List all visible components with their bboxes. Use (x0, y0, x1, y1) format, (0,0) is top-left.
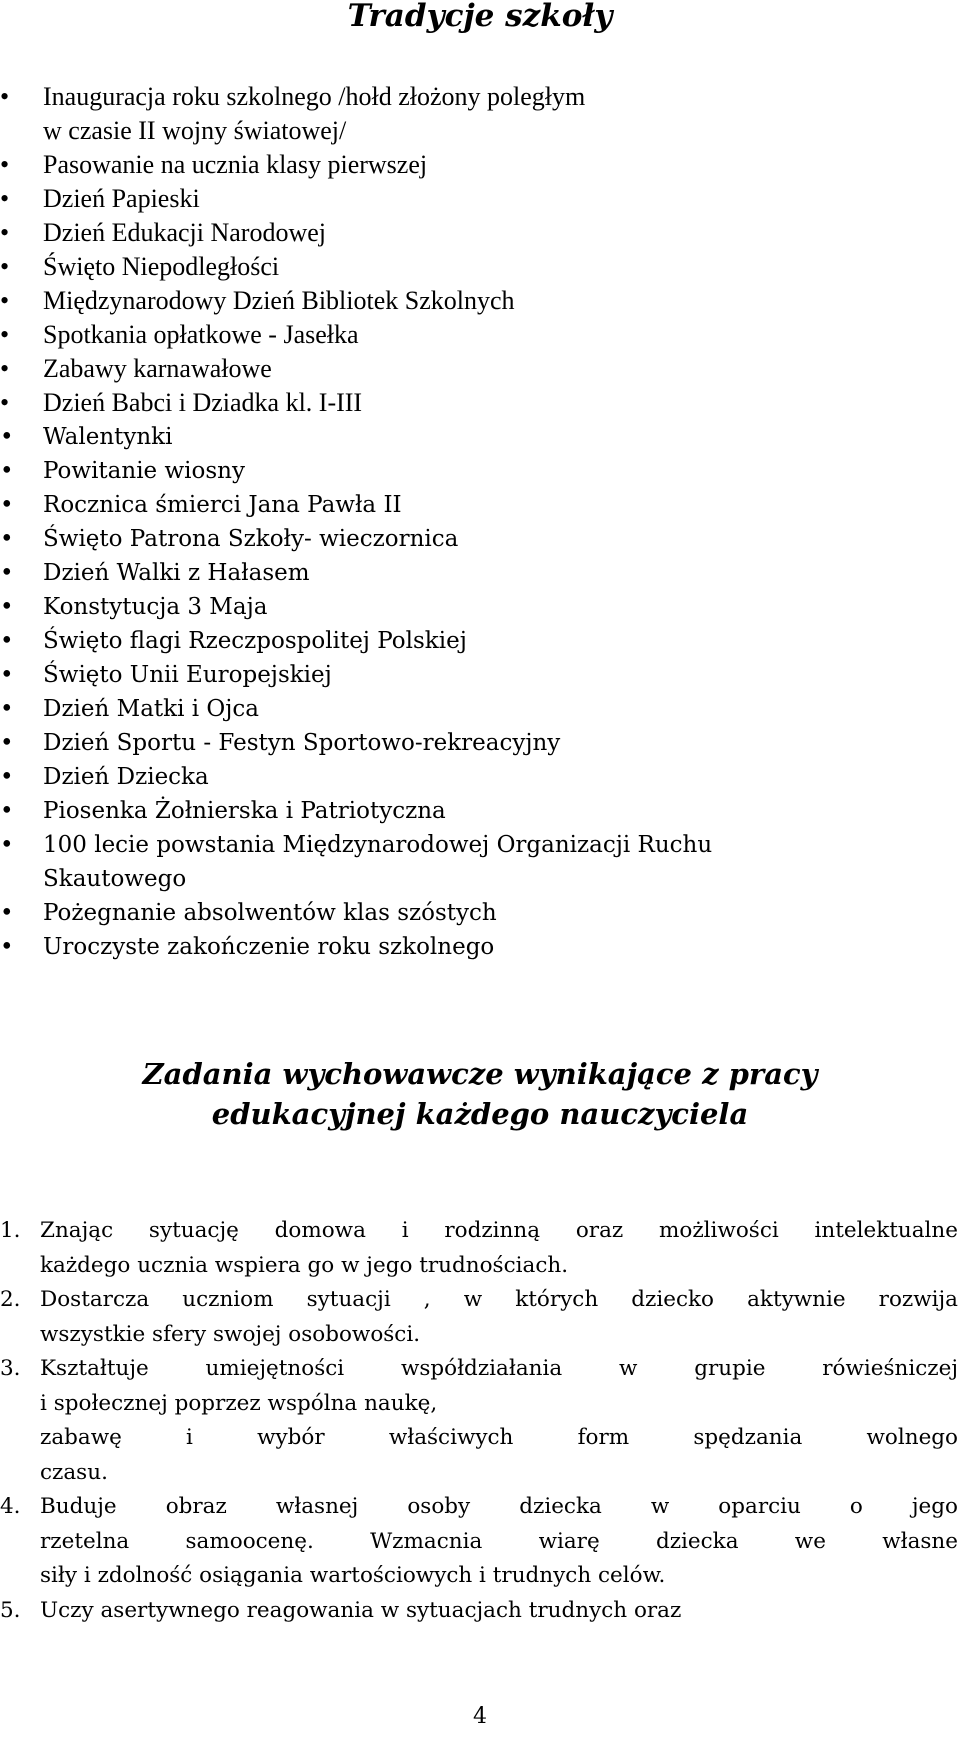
list-item (0, 250, 863, 284)
list-item (0, 80, 863, 148)
list-item-line: Skautowego (43, 866, 187, 892)
section-heading-line: edukacyjnej każdego nauczyciela (211, 1097, 749, 1131)
list-item-line: Dzień Dziecka (43, 764, 209, 790)
list-item (0, 284, 863, 318)
list-item-line: Dzień Babci i Dziadka kl. I-III (43, 388, 363, 417)
list-item-line: Dzień Edukacji Narodowej (43, 218, 327, 247)
list-item (0, 522, 863, 556)
task-line: Znając sytuację domowa i rodzinną oraz możliwości intelektualne (40, 1218, 958, 1243)
task-line: Uczy asertywnego reagowania w sytuacjach trudnych oraz (40, 1597, 682, 1623)
list-item (0, 318, 863, 352)
list-item (0, 148, 863, 182)
list-item-line: Święto Unii Europejskiej (43, 662, 332, 688)
list-item-line: Święto Niepodległości (43, 252, 280, 281)
section-heading-line: Zadania wychowawcze wynikające z pracy (142, 1057, 818, 1091)
list-item (0, 658, 863, 692)
list-item (0, 828, 863, 896)
list-item-line: Konstytucja 3 Maja (43, 594, 268, 620)
list-item (0, 760, 863, 794)
task-item (0, 1283, 958, 1352)
list-item (0, 692, 863, 726)
list-item (0, 420, 863, 454)
task-number: 5. (0, 1597, 21, 1623)
task-line: każdego ucznia wspiera go w jego trudnościach. (40, 1252, 569, 1278)
traditions-list (0, 80, 863, 964)
list-item (0, 794, 863, 828)
task-line: Buduje obraz własnej osoby dziecka w oparciu o jego (40, 1494, 958, 1519)
list-item (0, 386, 863, 420)
task-number: 4. (0, 1494, 21, 1519)
list-item-line: Dzień Sportu - Festyn Sportowo-rekreacyjny (43, 730, 561, 756)
list-item (0, 182, 863, 216)
list-item-line: Zabawy karnawałowe (43, 354, 272, 383)
task-item (0, 1594, 958, 1629)
page-number: 4 (473, 1704, 487, 1729)
list-item-line: Pasowanie na ucznia klasy pierwszej (43, 150, 428, 179)
list-item-line: Inauguracja roku szkolnego /hołd złożony poległym (43, 82, 586, 111)
list-item-line: Święto Patrona Szkoły- wieczornica (43, 526, 459, 552)
list-item-line: w czasie II wojny światowej/ (43, 116, 347, 145)
list-item-line: Walentynki (43, 424, 173, 450)
tasks-list (0, 1214, 958, 1628)
list-item (0, 590, 863, 624)
task-line: wszystkie sfery swojej osobowości. (40, 1321, 421, 1347)
list-item-line: Spotkania opłatkowe - Jasełka (43, 320, 359, 349)
list-item-line: Powitanie wiosny (43, 458, 245, 484)
list-item-line: 100 lecie powstania Międzynarodowej Organizacji Ruchu (43, 832, 713, 858)
task-number: 1. (0, 1218, 21, 1243)
list-item-line: Dzień Matki i Ojca (43, 696, 260, 722)
list-item-line: Uroczyste zakończenie roku szkolnego (43, 934, 495, 960)
task-line: rzetelna samoocenę. Wzmacnia wiarę dziecka we własne (40, 1528, 958, 1554)
list-item-line: Święto flagi Rzeczpospolitej Polskiej (43, 628, 467, 654)
list-item (0, 896, 863, 930)
list-item-line: Rocznica śmierci Jana Pawła II (43, 492, 402, 518)
page-title: Tradycje szkoły (347, 0, 613, 34)
list-item (0, 556, 863, 590)
list-item (0, 930, 863, 964)
list-item-line: Pożegnanie absolwentów klas szóstych (43, 900, 497, 926)
list-item-line: Dzień Papieski (43, 184, 200, 213)
task-item (0, 1352, 958, 1490)
list-item (0, 624, 863, 658)
task-line: czasu. (40, 1459, 108, 1485)
list-item-line: Dzień Walki z Hałasem (43, 560, 310, 586)
task-number: 2. (0, 1287, 21, 1312)
list-item (0, 726, 863, 760)
list-item-line: Międzynarodowy Dzień Bibliotek Szkolnych (43, 286, 515, 315)
list-item (0, 216, 863, 250)
list-item-line: Piosenka Żołnierska i Patriotyczna (43, 798, 446, 824)
task-number: 3. (0, 1356, 21, 1381)
task-line: Dostarcza uczniom sytuacji , w których dziecko aktywnie rozwija (40, 1287, 958, 1312)
section-heading (0, 1054, 960, 1134)
task-item (0, 1490, 958, 1594)
list-item (0, 352, 863, 386)
list-item (0, 454, 863, 488)
task-line: Kształtuje umiejętności współdziałania w grupie rówieśniczej (40, 1356, 958, 1381)
task-line: i społecznej poprzez wspólna naukę, (40, 1390, 438, 1416)
task-line: siły i zdolność osiągania wartościowych i trudnych celów. (40, 1563, 666, 1588)
list-item (0, 488, 863, 522)
task-item (0, 1214, 958, 1283)
task-line: zabawę i wybór właściwych form spędzania wolnego (40, 1425, 958, 1450)
